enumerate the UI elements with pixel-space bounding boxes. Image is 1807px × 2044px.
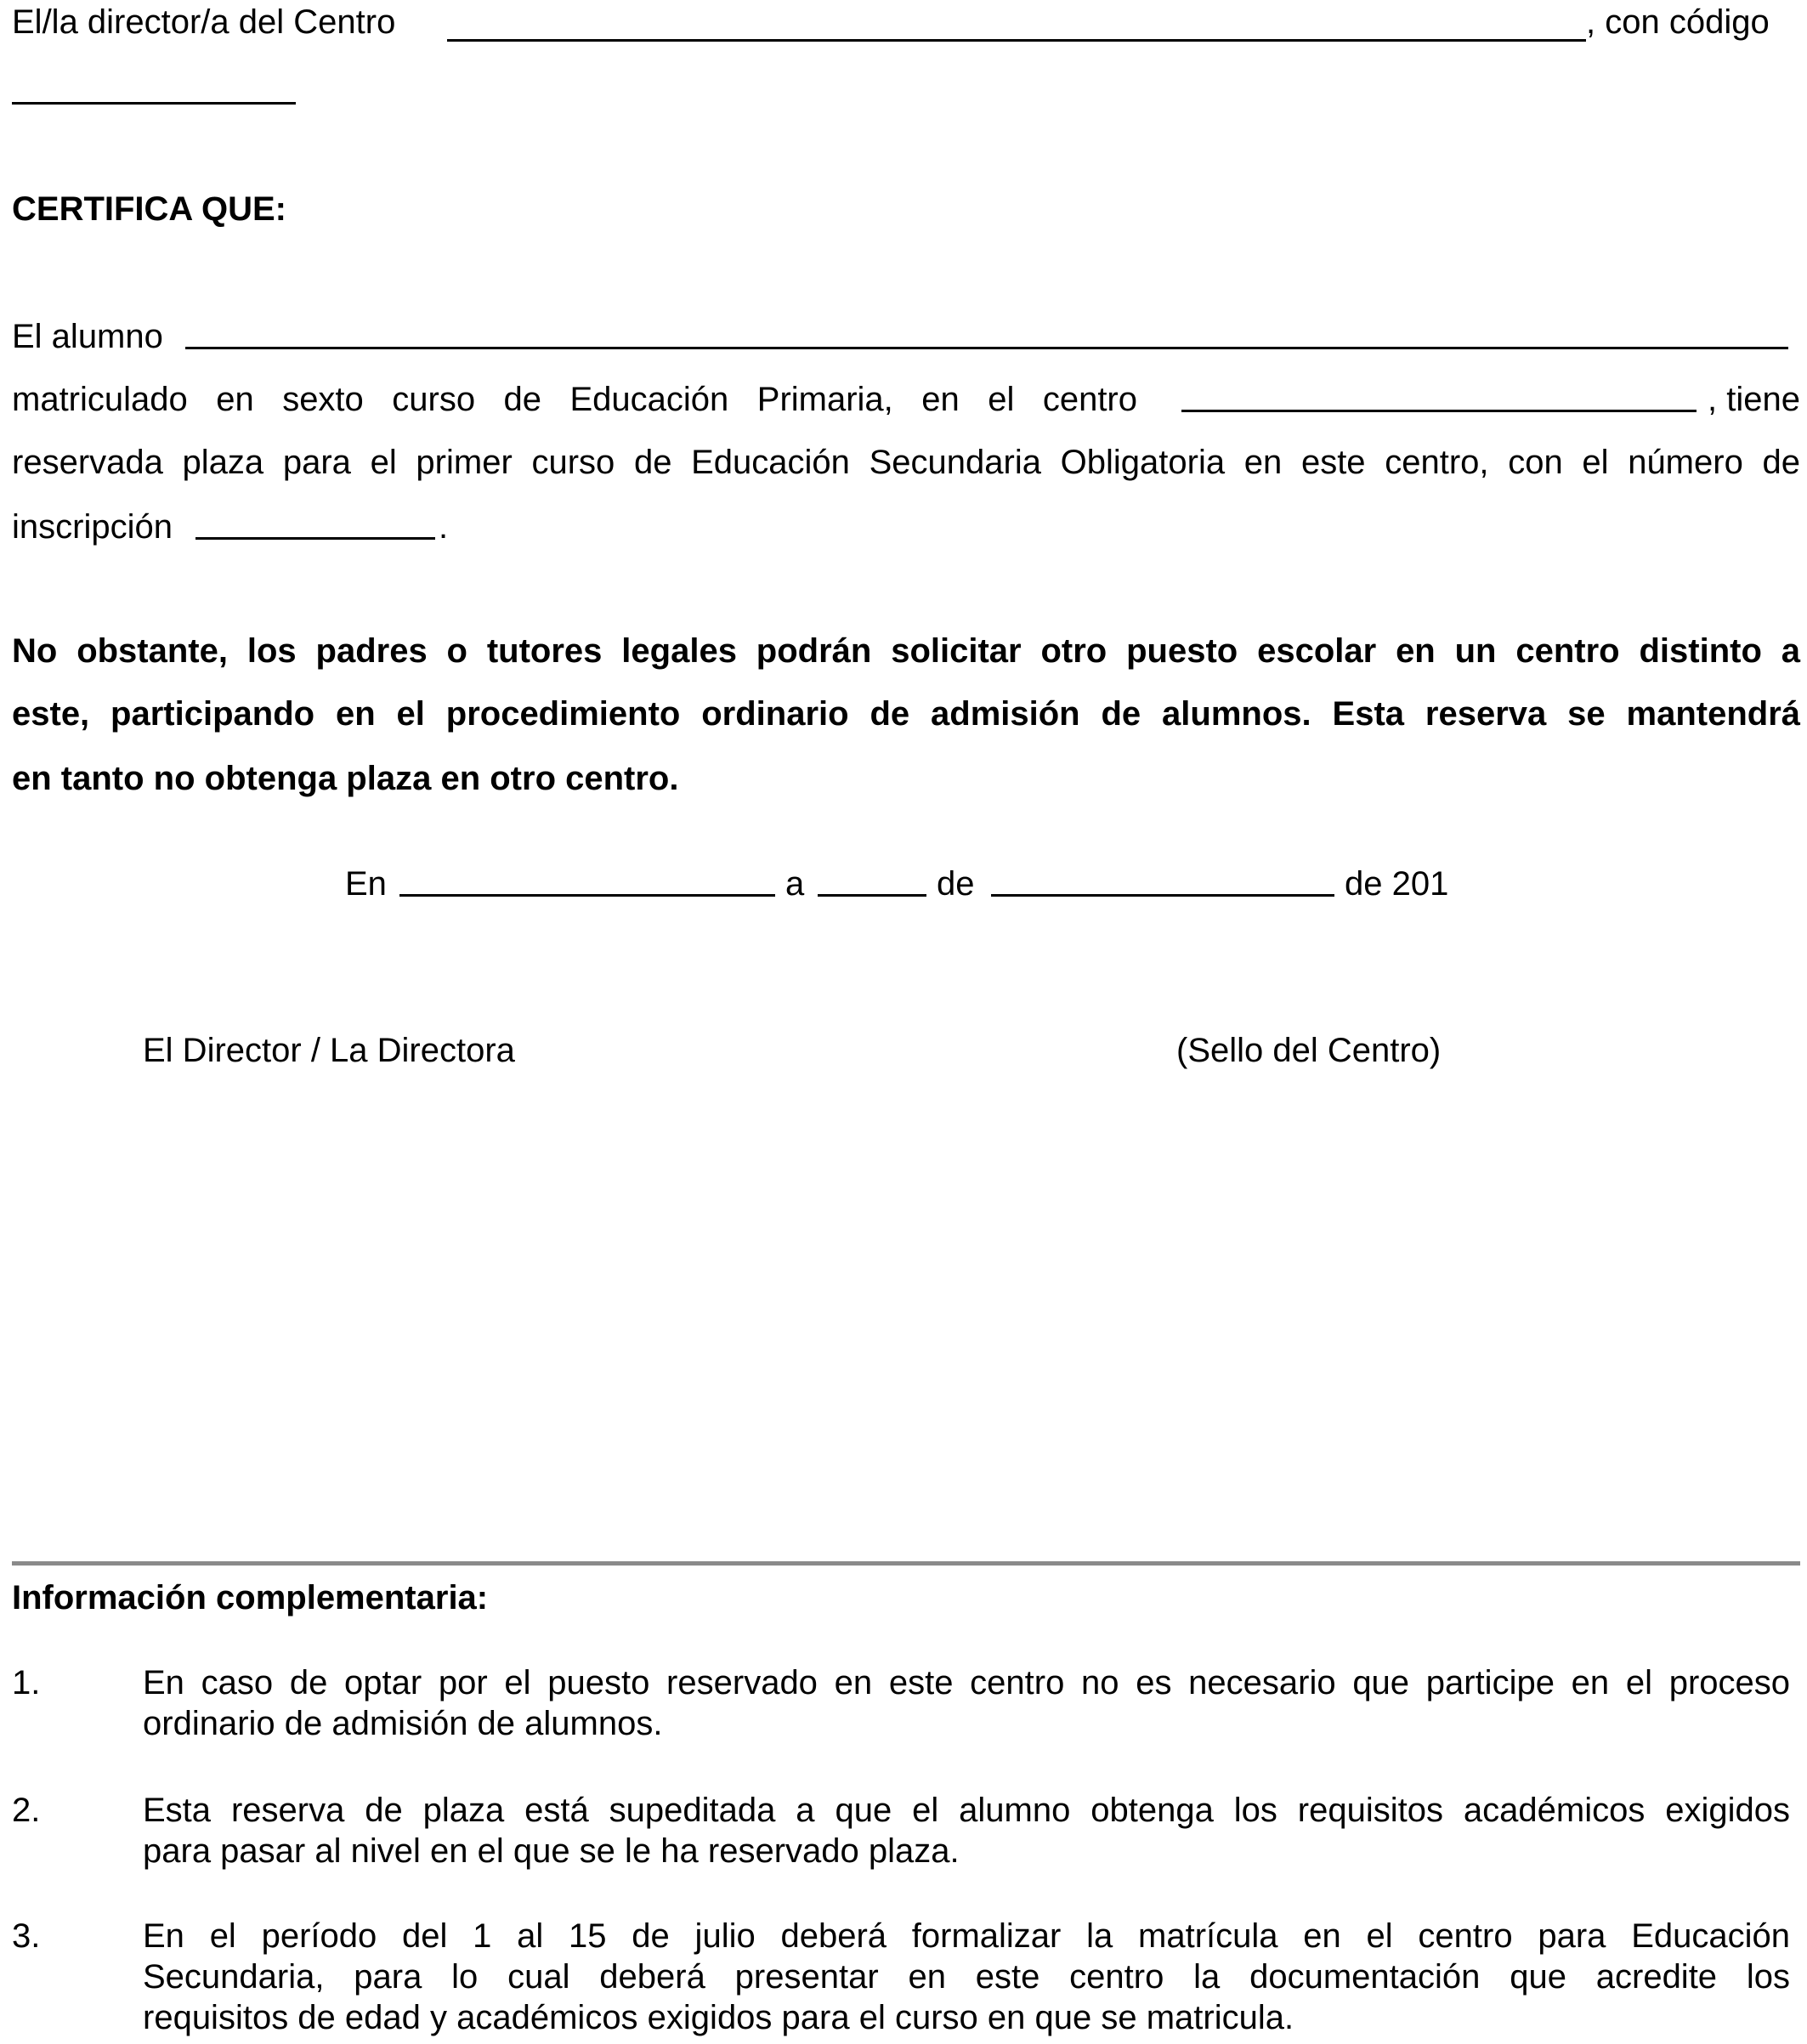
director-line <box>12 0 1800 42</box>
alumno-line <box>12 314 1800 357</box>
tiene-label: , tiene <box>1708 381 1800 418</box>
info-item-1-number: 1. <box>12 1664 41 1701</box>
reservada-text: reservada plaza para el primer curso de Educación Secundaria Obligatoria en este centro, con el número de <box>12 444 1800 481</box>
date-line <box>0 862 1807 904</box>
info-item-2-line-1: Esta reserva de plaza está supeditada a que el alumno obtenga los requisitos académicos exigidos <box>143 1792 1790 1829</box>
notice-line-2: este, participando en el procedimiento ordinario de admisión de alumnos. Esta reserva se mantendrá <box>12 695 1800 733</box>
inscripcion-period: . <box>439 508 449 546</box>
seal-label: (Sello del Centro) <box>1176 1032 1442 1069</box>
matriculado-text: matriculado en sexto curso de Educación Primaria, en el centro <box>12 381 1137 418</box>
info-item-3-line-1: En el período del 1 al 15 de julio deberá formalizar la matrícula en el centro para Educación <box>143 1917 1790 1955</box>
info-item-2-text <box>143 1790 1790 1871</box>
director-label: El/la director/a del Centro <box>12 3 396 41</box>
alumno-label: El alumno <box>12 318 163 355</box>
notice-line-1: No obstante, los padres o tutores legales podrán solicitar otro puesto escolar en un centro distinto a <box>12 632 1800 670</box>
info-item-3-line-3: requisitos de edad y académicos exigidos para el curso en que se matricula. <box>143 1999 1294 2036</box>
centro-origen-field[interactable] <box>1181 381 1697 412</box>
info-item-2-line-2: para pasar al nivel en el que se le ha reservado plaza. <box>143 1832 960 1870</box>
date-en-label: En <box>345 865 387 903</box>
date-month-field[interactable] <box>991 865 1334 897</box>
date-a-label: a <box>785 865 805 903</box>
date-year-label: de 201 <box>1345 865 1449 903</box>
date-day-field[interactable] <box>818 865 926 897</box>
info-item-3-text <box>143 1916 1790 2038</box>
centro-code-field[interactable] <box>12 73 296 105</box>
alumno-name-field[interactable] <box>185 318 1788 349</box>
matriculado-line <box>12 377 1800 420</box>
centro-name-field[interactable] <box>447 10 1586 42</box>
code-label: , con código <box>1586 3 1770 41</box>
info-item-3-number: 3. <box>12 1917 41 1955</box>
notice-line-3: en tanto no obtenga plaza en otro centro. <box>12 760 679 797</box>
inscripcion-line <box>12 505 522 547</box>
director-signature-label: El Director / La Directora <box>143 1032 515 1069</box>
date-place-field[interactable] <box>399 865 775 897</box>
info-heading: Información complementaria: <box>12 1579 489 1617</box>
info-item-1-text <box>143 1662 1790 1744</box>
info-item-1-line-1: En caso de optar por el puesto reservado en este centro no es necesario que participe en el proceso <box>143 1664 1790 1701</box>
section-divider <box>12 1561 1800 1566</box>
inscripcion-label: inscripción <box>12 508 173 546</box>
info-item-3-line-2: Secundaria, para lo cual deberá presentar en este centro la documentación que acredite los <box>143 1958 1790 1996</box>
inscripcion-number-field[interactable] <box>195 508 435 540</box>
info-item-1-line-2: ordinario de admisión de alumnos. <box>143 1705 663 1742</box>
date-de-label: de <box>937 865 975 903</box>
certifica-heading: CERTIFICA QUE: <box>12 190 286 228</box>
info-item-2-number: 2. <box>12 1792 41 1829</box>
